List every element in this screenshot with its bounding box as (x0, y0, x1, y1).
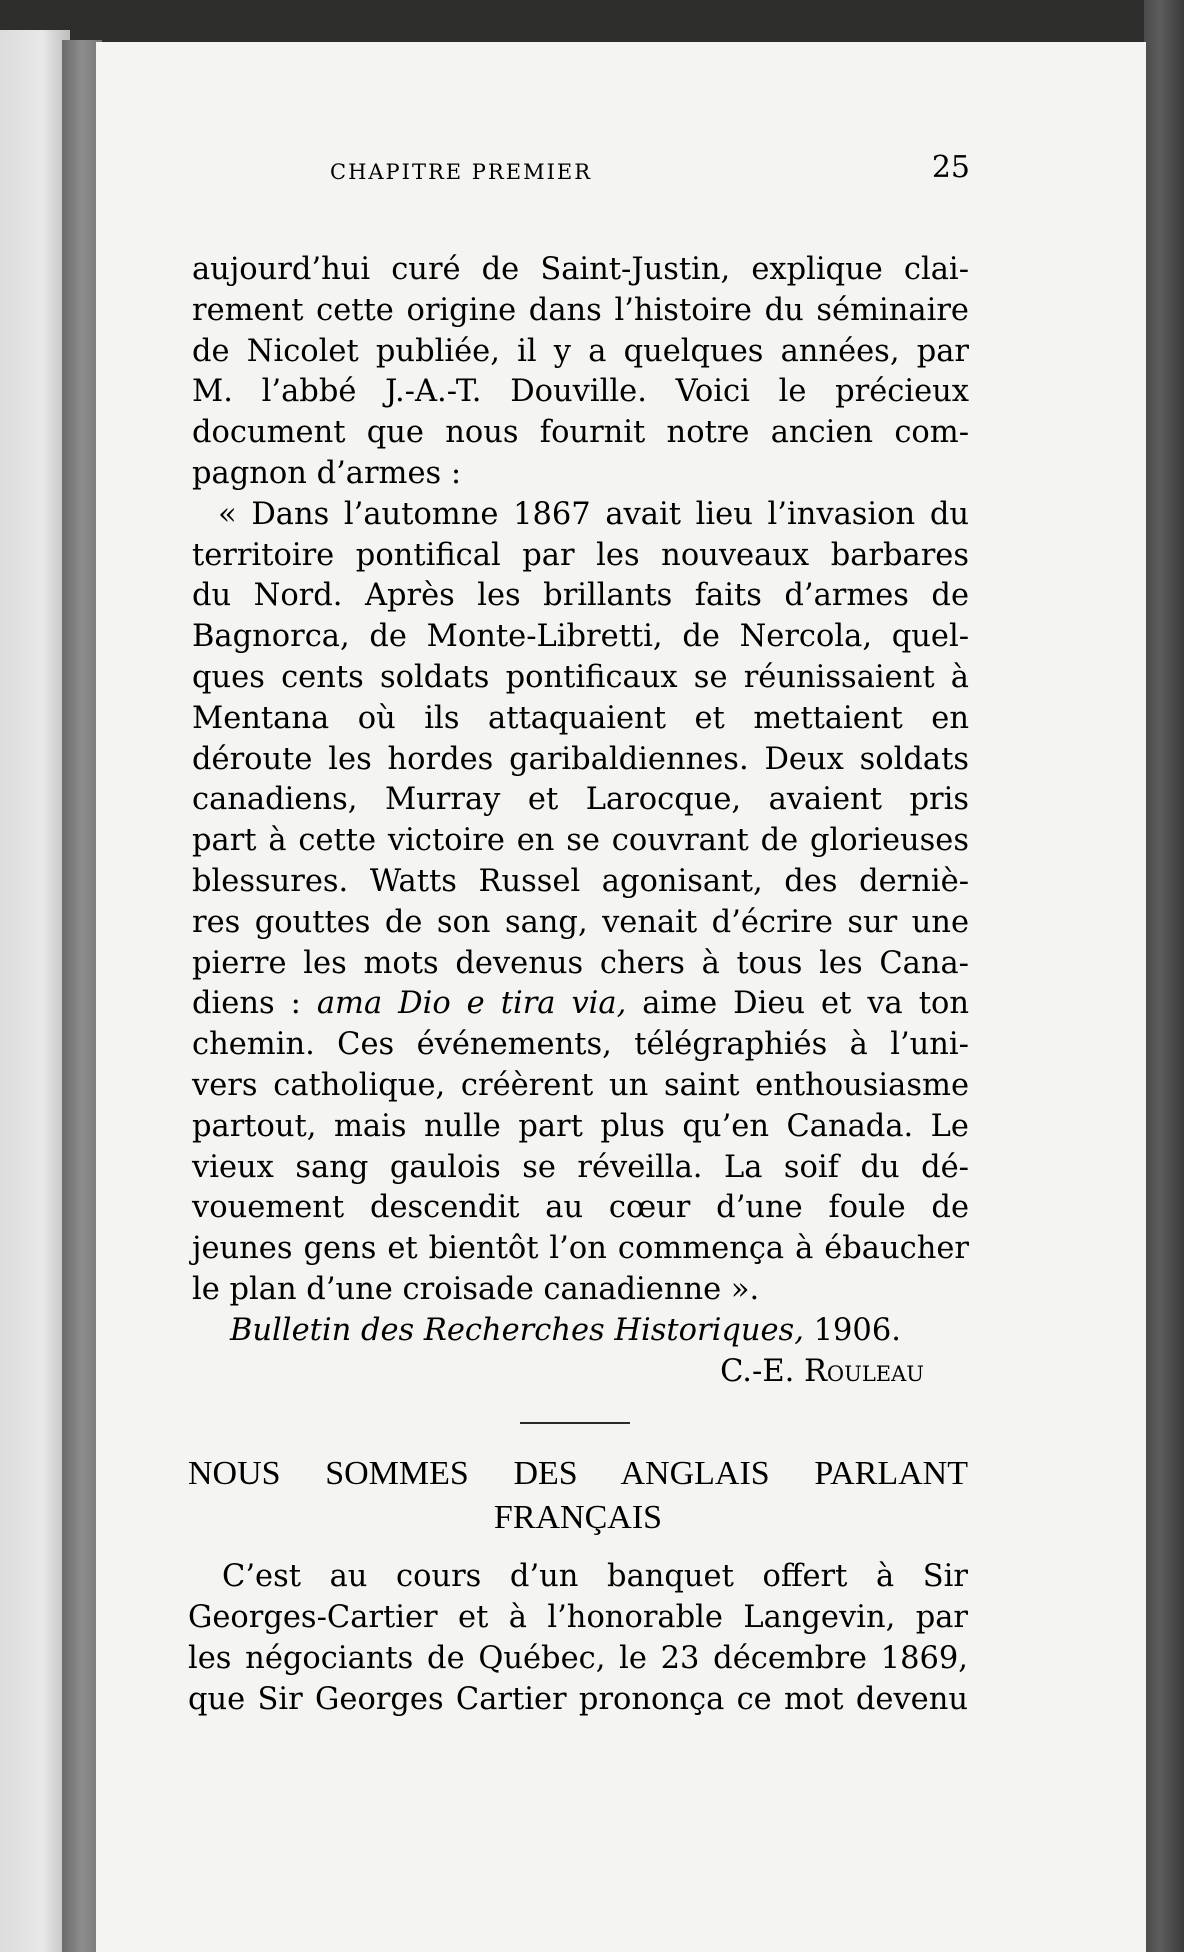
text-line: territoire pontifical par les nouveaux barbares (192, 537, 969, 573)
text-line: res gouttes de son sang, venait d’écrire sur une (192, 904, 969, 940)
signature-name: Rouleau (803, 1353, 924, 1389)
section-body-text (188, 1556, 968, 1720)
text-line: blessures. Watts Russel agonisant, des derniè- (192, 863, 969, 899)
body-text (192, 250, 969, 1392)
left-page-edge (0, 30, 70, 1952)
running-title: CHAPITRE PREMIER (330, 160, 593, 184)
text-line: Mentana où ils attaquaient et mettaient en (192, 700, 969, 736)
text-line-with-italic (192, 984, 969, 1025)
text-line: vers catholique, créèrent un saint enthousiasme (192, 1067, 969, 1103)
text-line: déroute les hordes garibaldiennes. Deux soldats (192, 741, 969, 777)
text-line: document que nous fournit notre ancien com- (192, 415, 969, 451)
text-line: de Nicolet publiée, il y a quelques années, par (192, 333, 969, 369)
citation-year: 1906. (803, 1312, 901, 1348)
citation (192, 1311, 969, 1352)
text-line: le plan d’une croisade canadienne ». (192, 1271, 760, 1307)
quote-start-line: « Dans l’automne 1867 avait lieu l’invasion du (218, 496, 969, 532)
citation-source: Bulletin des Recherches Historiques, (230, 1312, 804, 1348)
text-line: ques cents soldats pontificaux se réunissaient à (192, 659, 969, 695)
signature-initials: C.-E. (720, 1353, 804, 1389)
text-line: M. l’abbé J.-A.-T. Douville. Voici le précieux (192, 374, 969, 410)
text-line: part à cette victoire en se couvrant de glorieuses (192, 823, 969, 859)
section-heading-line-2: FRANÇAIS (493, 1499, 663, 1536)
running-header (330, 150, 970, 210)
text-line: jeunes gens et bientôt l’on commença à ébaucher (192, 1231, 969, 1267)
page-number: 25 (931, 150, 970, 185)
text-line: Georges-Cartier et à l’honorable Langevin, par (188, 1600, 968, 1635)
section-divider (520, 1422, 630, 1424)
text-line: du Nord. Après les brillants faits d’armes de (192, 578, 969, 614)
italic-phrase: ama Dio e tira via, (316, 986, 627, 1022)
text-line: C’est au cours d’un banquet offert à Sir (222, 1559, 968, 1594)
text-line: Bagnorca, de Monte-Libretti, de Nercola, quel- (192, 619, 969, 655)
text-line: rement cette origine dans l’histoire du séminaire (192, 292, 969, 328)
text-line: aujourd’hui curé de Saint-Justin, explique clai- (192, 252, 969, 287)
book-cover-edge (1144, 0, 1184, 1952)
text-line: pagnon d’armes : (192, 455, 462, 491)
text-line: pierre les mots devenus chers à tous les Cana- (192, 945, 969, 981)
text-line: chemin. Ces événements, télégraphiés à l’uni- (192, 1027, 969, 1063)
text-line: les négociants de Québec, le 23 décembre 1869, (188, 1641, 968, 1676)
text-fragment: aime Dieu et va ton (626, 986, 969, 1022)
section-heading (188, 1452, 968, 1540)
section-heading-line-1: NOUS SOMMES DES ANGLAIS PARLANT (188, 1455, 968, 1492)
signature (192, 1352, 969, 1393)
text-line: que Sir Georges Cartier prononça ce mot devenu (188, 1682, 968, 1717)
text-line: partout, mais nulle part plus qu’en Canada. Le (192, 1108, 969, 1144)
text-fragment: diens : (192, 986, 317, 1022)
text-line: vieux sang gaulois se réveilla. La soif du dé- (192, 1149, 969, 1185)
text-line: canadiens, Murray et Larocque, avaient pris (192, 782, 969, 818)
text-line: vouement descendit au cœur d’une foule de (192, 1190, 969, 1226)
